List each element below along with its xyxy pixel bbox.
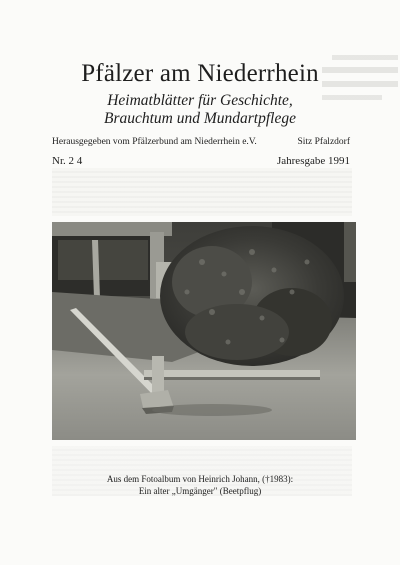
subtitle-line-1: Heimatblätter für Geschichte, <box>107 92 293 109</box>
seat: Sitz Pfalzdorf <box>297 137 350 147</box>
issue-line <box>52 155 350 167</box>
page-title: Pfälzer am Niederrhein <box>81 60 319 87</box>
caption-line-2: Ein alter „Umgänger" (Beetpflug) <box>138 486 262 496</box>
caption-line-1: Aus dem Fotoalbum von Heinrich Johann, (†1983): <box>106 474 294 484</box>
show-through-block <box>52 168 352 216</box>
publisher-line <box>52 137 350 147</box>
cover-photo <box>52 222 356 440</box>
publisher: Herausgegeben vom Pfälzerbund am Niederrhein e.V. <box>52 137 257 147</box>
issue-number: Nr. 2 4 <box>52 155 83 167</box>
subtitle-line-2: Brauchtum und Mundartpflege <box>103 110 296 127</box>
photo-old-plow-in-garden <box>52 222 356 440</box>
issue-edition: Jahresgabe 1991 <box>276 155 350 167</box>
